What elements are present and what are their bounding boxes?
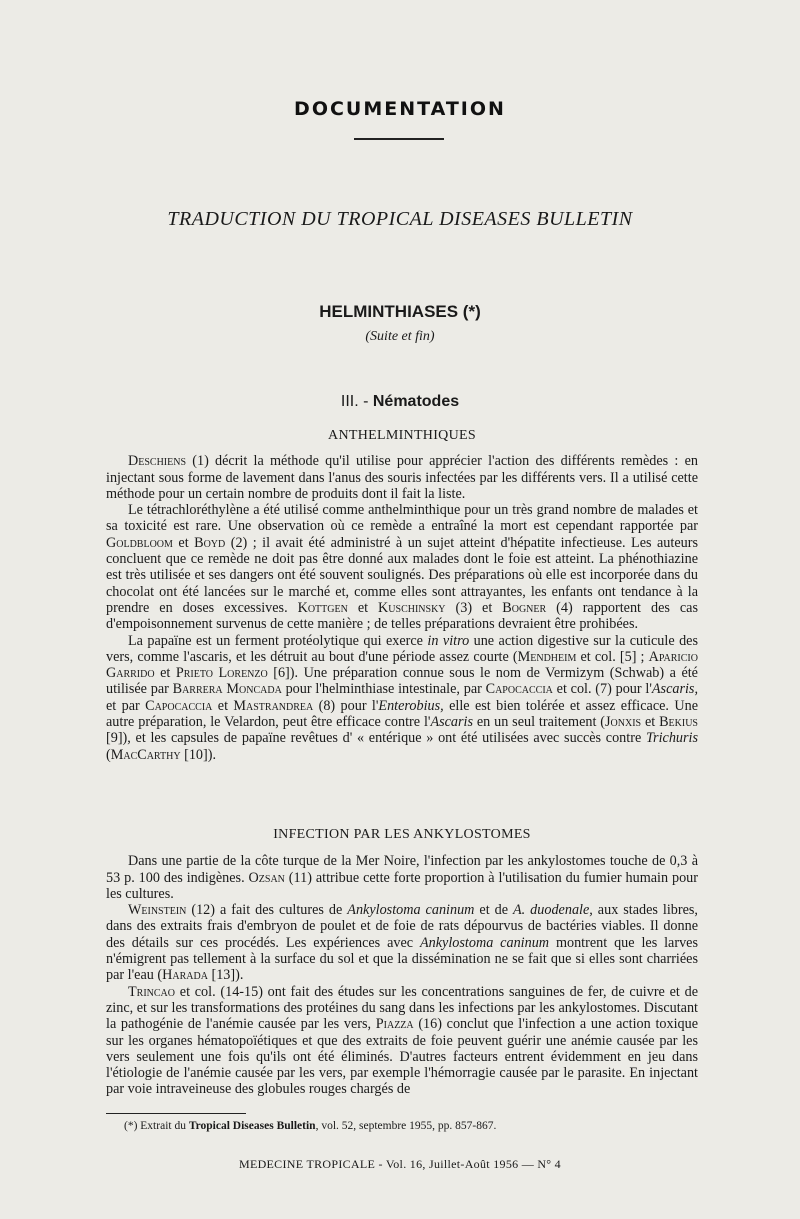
text-run: Le tétrachloréthylène a été utilisé comme anthelminthique pour un très grand nombre de malades et sa toxicité est rare. Une observation où ce remède a entraîné la mort est cependant rapportée par bbox=[106, 502, 698, 535]
author-name: Bekius bbox=[659, 714, 698, 731]
author-name: Harada bbox=[162, 967, 208, 984]
text-run: [13]). bbox=[207, 967, 244, 984]
text-run: et bbox=[347, 599, 379, 616]
text-run: et de bbox=[474, 902, 513, 919]
body-ankylostomes bbox=[106, 827, 698, 1098]
text-run: pour l'helminthiase intestinale, par bbox=[281, 681, 486, 698]
author-name: MacCarthy bbox=[110, 746, 181, 763]
paragraph bbox=[106, 902, 698, 983]
author-name: Deschiens bbox=[128, 453, 187, 470]
text-run: (3) et bbox=[445, 599, 503, 616]
section-subtitle: (Suite et fin) bbox=[365, 329, 435, 344]
heading-anthelminthiques: ANTHELMINTHIQUES bbox=[328, 428, 476, 443]
footnote bbox=[124, 1120, 684, 1132]
header-title: DOCUMENTATION bbox=[294, 98, 506, 120]
header-rule bbox=[354, 138, 444, 140]
text-run: (2) ; il avait été administré à un sujet atteint d'hépatite infectieuse. Les auteurs concluent que ce remède ne doit pas être donné aux malades dont le foie est atteint. La phénothiazine est très utilisée et ses dangers ont été souvent soulignés. Des préparations où elle est incorporée dans du chocolat ont été lancées sur le marché et, comme elles sont attrayantes, les enfants ont tendance à la prendre en doses excessives. bbox=[106, 534, 698, 616]
author-name: Bogner bbox=[502, 599, 547, 616]
text-run: [10]). bbox=[180, 746, 217, 763]
paragraph bbox=[106, 853, 698, 902]
part-name: Nématodes bbox=[372, 393, 460, 410]
author-name: Kuschinsky bbox=[378, 599, 446, 616]
text-run: montrent que les larves n'émigrent pas tellement à la surface du sol et que la dissémination ne se fait que si elles sont charriées par l'eau ( bbox=[106, 934, 698, 984]
author-name: Ozsan bbox=[248, 869, 285, 886]
part-title bbox=[0, 393, 800, 411]
footnote-rest: , vol. 52, septembre 1955, pp. 857-867. bbox=[315, 1120, 497, 1132]
text-run: en un seul traitement ( bbox=[473, 714, 606, 731]
text-run: (12) a fait des cultures de bbox=[186, 902, 348, 919]
italic-term: Ankylostoma caninum bbox=[347, 902, 475, 919]
text-run: ( bbox=[106, 746, 111, 763]
italic-term: A. duodenale, bbox=[512, 902, 593, 919]
part-number: III. - bbox=[340, 393, 373, 410]
footnote-source: Tropical Diseases Bulletin bbox=[188, 1120, 316, 1132]
text-run: (8) pour l' bbox=[313, 697, 379, 714]
author-name: Capocaccia bbox=[145, 697, 213, 714]
text-run: et bbox=[212, 697, 234, 714]
italic-term: in vitro bbox=[427, 632, 470, 649]
text-run: elle est bien tolérée et assez efficace. Une autre préparation, le Velardon, peut être efficace contre l' bbox=[106, 697, 698, 731]
text-run: et col. (14-15) ont fait des études sur les concentrations sanguines de fer, de cuivre et de zinc, et sur les transformations des protéines du sang dans les infections par les ankylostomes. Discutant la pathogénie de l'anémie causée par les vers, bbox=[106, 983, 698, 1033]
paragraph bbox=[106, 984, 698, 1098]
author-name: Prieto Lorenzo bbox=[175, 665, 268, 682]
author-name: Boyd bbox=[194, 534, 226, 551]
author-name: Jonxis bbox=[605, 714, 642, 731]
author-name: Piazza bbox=[375, 1016, 414, 1033]
italic-term: Trichuris bbox=[645, 730, 698, 747]
text-run: [9]), et les capsules de papaïne revêtues d' « entérique » ont été utilisées avec succès contre bbox=[106, 730, 646, 747]
text-run: et bbox=[154, 665, 176, 682]
italic-term: Ascaris bbox=[430, 714, 473, 731]
paragraph bbox=[106, 502, 698, 632]
text-run: [6]). Une préparation connue sous le nom de Vermizym (Schwab) a été utilisée par bbox=[106, 665, 698, 698]
text-run: et bbox=[172, 534, 195, 551]
text-run: et col. [5] ; bbox=[576, 648, 649, 665]
paragraph bbox=[106, 453, 698, 502]
section-title: HELMINTHIASES (*) bbox=[319, 302, 481, 321]
italic-term: Enterobius, bbox=[378, 697, 444, 714]
text-run: aux stades libres, dans des extraits frais d'embryon de poulet et de foie de rats dépourvus de bactéries viables. Il donne des détails sur ces procédés. Les expériences avec bbox=[106, 902, 698, 951]
italic-term: Ascaris, bbox=[651, 681, 698, 698]
running-foot: MEDECINE TROPICALE - Vol. 16, Juillet-Août 1956 — N° 4 bbox=[238, 1157, 561, 1171]
heading-ankylostomes: INFECTION PAR LES ANKYLOSTOMES bbox=[273, 827, 531, 842]
author-name: Mastrandrea bbox=[233, 697, 314, 714]
author-name: Aparicio Garrido bbox=[106, 648, 698, 682]
author-name: Kottgen bbox=[297, 599, 348, 616]
text-run: une action digestive sur la cuticule des vers, comme l'ascaris, et les détruit au bout d'une période assez courte ( bbox=[106, 632, 698, 665]
text-run: (1) décrit la méthode qu'il utilise pour apprécier l'action des différents remèdes : en injectant sous forme de lavement dans l'anus des souris infectées par les différents vers. Il a utilisé cette méthode pour un certain nombre de produits dont il fait la liste. bbox=[106, 453, 698, 502]
text-run: (11) attribue cette forte proportion à l'utilisation du fumier humain pour les cultures. bbox=[106, 869, 698, 902]
footnote-lead: (*) Extrait du bbox=[124, 1120, 189, 1132]
text-run: et par bbox=[106, 697, 146, 714]
author-name: Mendheim bbox=[517, 648, 577, 665]
footnote-rule bbox=[106, 1113, 246, 1114]
text-run: Dans une partie de la côte turque de la Mer Noire, l'infection par les ankylostomes touche de 0,3 à 53 p. 100 des indigènes. bbox=[106, 853, 698, 886]
author-name: Goldbloom bbox=[106, 534, 173, 551]
text-run: et bbox=[641, 714, 660, 731]
author-name: Weinstein bbox=[128, 902, 187, 919]
text-run: et col. (7) pour l' bbox=[552, 681, 652, 698]
text-run: La papaïne est un ferment protéolytique qui exerce bbox=[128, 632, 428, 649]
paragraph bbox=[106, 633, 698, 763]
author-name: Capocaccia bbox=[485, 681, 553, 698]
text-run: (16) conclut que l'infection a une action toxique sur les organes hématopoïétiques et que des extraits de foie peuvent guérir une anémie causée par les vers seulement une fois qu'ils ont été éliminés. D'autres facteurs entrent évidemment en jeu dans l'étiologie de l'anémie causée par les vers, par exemple l'hémorragie causée par le parasite. En injectant par voie intraveineuse des globules rouges chargés de bbox=[106, 1016, 698, 1098]
author-name: Trincao bbox=[128, 983, 176, 1000]
text-run: (4) rapportent des cas d'empoisonnement survenus de cette manière ; de telles préparations devraient être prohibées. bbox=[106, 599, 698, 633]
body-anthelminthiques bbox=[106, 428, 698, 763]
italic-term: Ankylostoma caninum bbox=[420, 934, 550, 951]
subtitle: TRADUCTION DU TROPICAL DISEASES BULLETIN bbox=[167, 208, 633, 230]
author-name: Barrera Moncada bbox=[172, 681, 282, 698]
